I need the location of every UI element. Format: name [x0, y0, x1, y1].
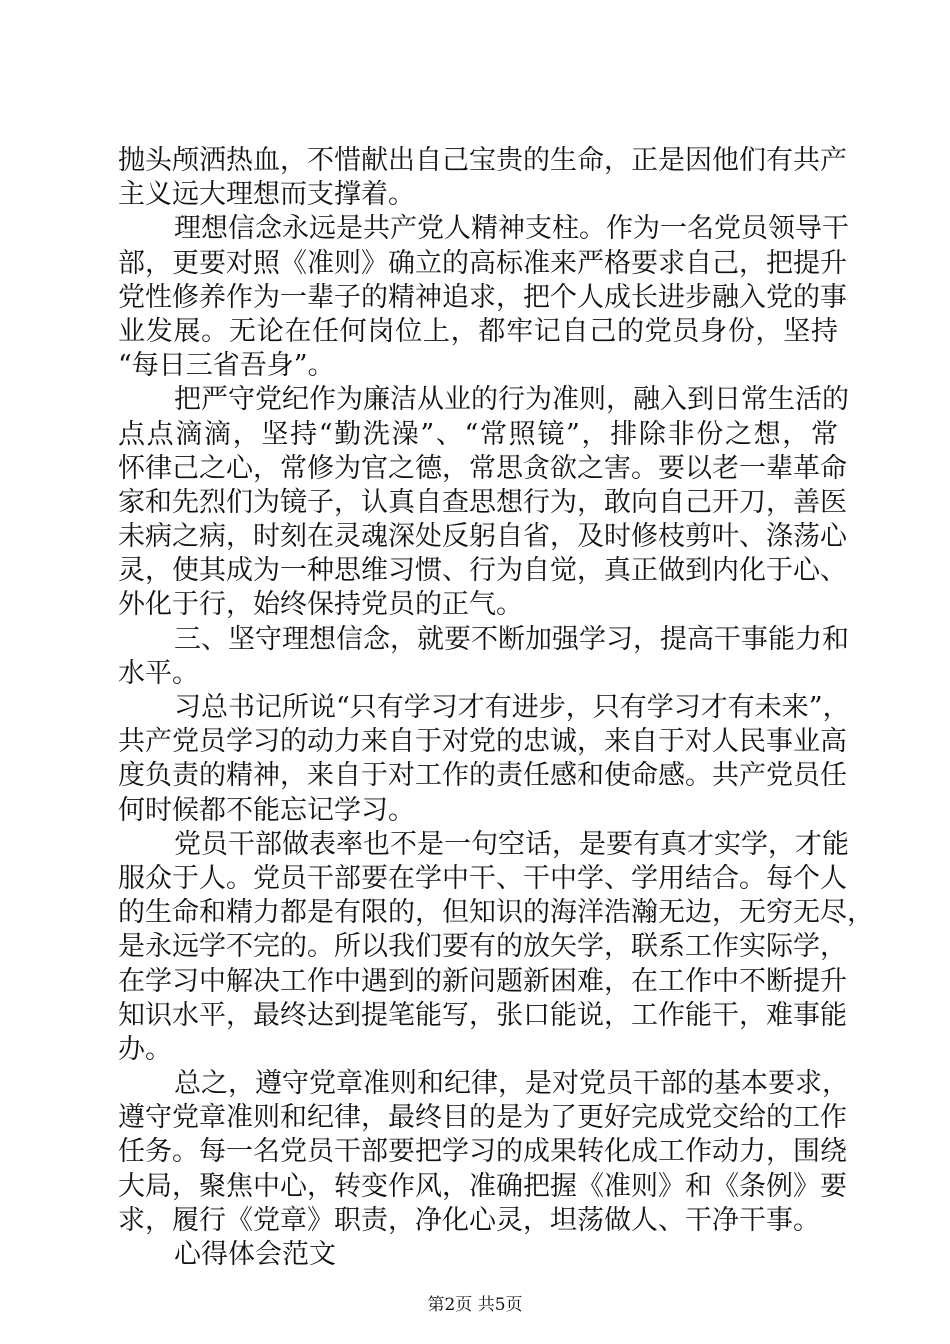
text-line: 求，履行《党章》职责，净化心灵，坦荡做人、干净干事。 — [118, 1204, 820, 1236]
text-line: 共产党员学习的动力来自于对党的忠诚，来自于对人民事业高 — [118, 726, 847, 758]
text-line: 习总书记所说“只有学习才有进步，只有学习才有未来”， — [174, 692, 850, 723]
text-line: 部，更要对照《准则》确立的高标准来严格要求自己，把提升 — [118, 247, 847, 279]
section-heading: 三、坚守理想信念，就要不断加强学习，提高干事能力和 — [174, 623, 849, 655]
text-line: 点点滴滴，坚持“勤洗澡”、“常照镜”，排除非份之想，常 — [118, 418, 838, 450]
text-line: 服众于人。党员干部要在学中干、干中学、学用结合。每个人 — [118, 862, 847, 894]
text-line: 理想信念永远是共产党人精神支柱。作为一名党员领导干 — [174, 213, 849, 245]
text-line: 把严守党纪作为廉洁从业的行为准则，融入到日常生活的 — [174, 384, 849, 416]
text-line: 知识水平，最终达到提笔能写，张口能说，工作能干，难事能 — [118, 999, 847, 1031]
section-heading: 水平。 — [118, 657, 199, 689]
text-line: 办。 — [118, 1033, 172, 1065]
text-line: “每日三省吾身”。 — [118, 350, 335, 382]
text-line: 遵守党章准则和纪律，最终目的是为了更好完成党交给的工作 — [118, 1102, 847, 1134]
text-line: 业发展。无论在任何岗位上，都牢记自己的党员身份，坚持 — [118, 315, 838, 347]
page-number: 第2页 共5页 — [427, 1295, 523, 1315]
text-line: 党员干部做表率也不是一句空话，是要有真才实学，才能 — [174, 828, 849, 860]
text-line: 党性修养作为一辈子的精神追求，把个人成长进步融入党的事 — [118, 281, 847, 313]
text-line: 的生命和精力都是有限的，但知识的海洋浩瀚无边，无穷无尽， — [118, 897, 874, 929]
text-line: 大局，聚焦中心，转变作风，准确把握《准则》和《条例》要 — [118, 1170, 847, 1202]
text-line: 主义远大理想而支撑着。 — [118, 179, 415, 211]
text-line: 怀律己之心，常修为官之德，常思贪欲之害。要以老一辈革命 — [118, 452, 847, 484]
text-line: 任务。每一名党员干部要把学习的成果转化成工作动力，围绕 — [118, 1136, 847, 1168]
text-line: 在学习中解决工作中遇到的新问题新困难，在工作中不断提升 — [118, 965, 847, 997]
text-line: 是永远学不完的。所以我们要有的放矢学，联系工作实际学， — [118, 931, 847, 963]
text-line: 总之，遵守党章准则和纪律，是对党员干部的基本要求， — [174, 1068, 849, 1100]
text-line: 何时候都不能忘记学习。 — [118, 794, 415, 826]
text-line: 度负责的精神，来自于对工作的责任感和使命感。共产党员任 — [118, 760, 847, 792]
text-line: 灵，使其成为一种思维习惯、行为自觉，真正做到内化于心、 — [118, 555, 847, 587]
text-line: 未病之病，时刻在灵魂深处反躬自省，及时修枝剪叶、涤荡心 — [118, 521, 847, 553]
text-line: 抛头颅洒热血，不惜献出自己宝贵的生命，正是因他们有共产 — [118, 145, 847, 176]
document-body — [118, 144, 874, 1272]
closing-title: 心得体会范文 — [174, 1239, 336, 1270]
text-line: 外化于行，始终保持党员的正气。 — [118, 589, 523, 621]
text-line: 家和先烈们为镜子，认真自查思想行为，敢向自己开刀，善医 — [118, 486, 847, 518]
